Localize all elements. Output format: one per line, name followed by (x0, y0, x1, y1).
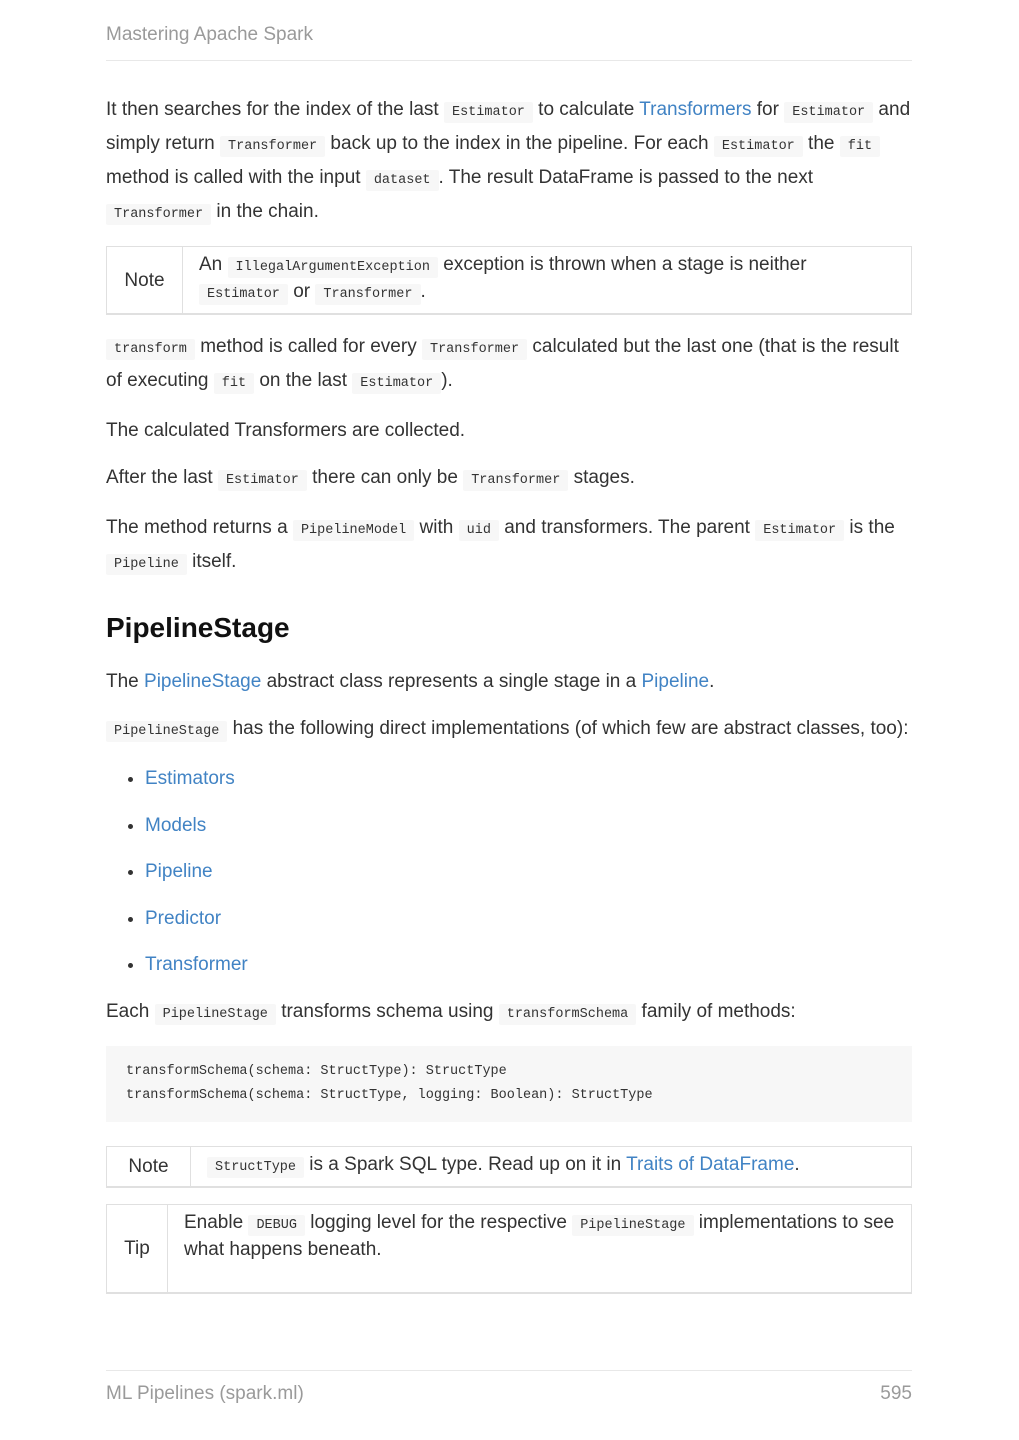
list-item (145, 903, 912, 934)
text: It then searches for the index of the last (106, 99, 444, 120)
inline-code: Transformer (315, 284, 420, 305)
list-item (145, 763, 912, 794)
implementations-list (106, 763, 912, 980)
note-label: Note (107, 247, 183, 313)
inline-code: PipelineModel (293, 520, 414, 541)
link-predictor[interactable]: Predictor (145, 907, 222, 929)
text: has the following direct implementations (of which few are abstract classes, too): (227, 718, 909, 739)
tip-label: Tip (107, 1205, 168, 1292)
inline-code: Transformer (422, 339, 527, 360)
inline-code: Transformer (220, 136, 325, 157)
inline-code: Transformer (106, 204, 211, 225)
text: The calculated Transformers are collected. (106, 420, 466, 441)
inline-code: Estimator (444, 102, 533, 123)
text: and transformers. The parent (498, 517, 756, 538)
list-item (145, 856, 912, 887)
inline-code: Pipeline (106, 554, 187, 575)
paragraph (106, 996, 912, 1030)
link-estimators[interactable]: Estimators (145, 768, 235, 789)
text: transforms schema using (275, 1000, 499, 1022)
link-pipeline[interactable]: Pipeline (145, 861, 213, 882)
text: stages. (568, 467, 635, 488)
text: ). (441, 370, 453, 391)
paragraph (106, 713, 912, 747)
text: method is called with the input (106, 167, 366, 188)
inline-code: uid (459, 520, 499, 541)
text: implementations to see what happens beneath. (184, 1211, 895, 1260)
inline-code: DEBUG (248, 1215, 305, 1236)
inline-code: PipelineStage (106, 721, 227, 742)
inline-code: Estimator (714, 136, 803, 157)
note-box (106, 246, 912, 315)
list-item (145, 810, 912, 841)
text: Each (106, 1000, 155, 1022)
note-body (183, 247, 911, 313)
text: An (199, 254, 228, 275)
text: and simply return (106, 99, 911, 154)
text: is a Spark SQL type. Read up on it in (304, 1153, 627, 1175)
code-line: transformSchema(schema: StructType, logging: Boolean): StructType (126, 1087, 653, 1103)
note-box (106, 1146, 912, 1188)
page-header: Mastering Apache Spark (106, 24, 912, 61)
list-item (145, 949, 912, 980)
text: in the chain. (211, 201, 319, 222)
inline-code: Estimator (755, 520, 844, 541)
page-content (106, 94, 912, 1310)
inline-link[interactable]: PipelineStage (144, 671, 262, 692)
text: . (709, 671, 715, 692)
inline-link[interactable]: Traits of DataFrame (626, 1153, 795, 1175)
paragraph (106, 415, 912, 446)
inline-code: Estimator (784, 102, 873, 123)
text: The (106, 671, 145, 692)
paragraph (106, 666, 912, 697)
link-transformer[interactable]: Transformer (145, 954, 248, 975)
inline-code: transform (106, 339, 195, 360)
text: . (420, 281, 426, 302)
note-label: Note (107, 1147, 191, 1186)
tip-box (106, 1204, 912, 1294)
paragraph (106, 512, 912, 580)
inline-code: PipelineStage (155, 1004, 276, 1025)
text: itself. (186, 551, 237, 572)
text: to calculate (532, 99, 640, 120)
inline-code: fit (214, 373, 254, 394)
code-line: transformSchema(schema: StructType): StructType (126, 1063, 507, 1079)
text: After the last (106, 467, 218, 488)
text: there can only be (306, 467, 464, 488)
tip-body (168, 1205, 911, 1292)
note-body (191, 1147, 816, 1186)
text: calculated but the last one (that is the result of executing (106, 336, 899, 391)
section-heading: PipelineStage (106, 612, 290, 643)
link-models[interactable]: Models (145, 814, 207, 836)
inline-code: PipelineStage (572, 1215, 693, 1236)
text: on the last (254, 370, 353, 391)
text: . The result DataFrame is passed to the next (438, 167, 814, 188)
inline-code: Estimator (352, 373, 441, 394)
code-block (106, 1046, 912, 1122)
paragraph (106, 331, 912, 399)
inline-code: dataset (366, 170, 439, 191)
text: method is called for every (194, 336, 422, 357)
inline-link[interactable]: Transformers (639, 99, 752, 120)
footer-chapter: ML Pipelines (spark.ml) (106, 1383, 304, 1404)
text: back up to the index in the pipeline. For each (325, 133, 714, 154)
inline-code: Estimator (218, 470, 307, 491)
text: . (794, 1153, 800, 1175)
text: logging level for the respective (304, 1211, 573, 1233)
paragraph (106, 462, 912, 496)
text: abstract class represents a single stage in a (261, 671, 642, 692)
text: exception is thrown when a stage is neither (437, 254, 807, 275)
text: The method returns a (106, 517, 293, 538)
page-number: 595 (880, 1383, 912, 1404)
page-footer (106, 1370, 912, 1405)
inline-code: fit (840, 136, 880, 157)
text: for (751, 99, 785, 120)
text: is the (844, 517, 895, 538)
text: the (802, 133, 840, 154)
inline-link[interactable]: Pipeline (641, 671, 710, 692)
inline-code: Estimator (199, 284, 288, 305)
inline-code: transformSchema (499, 1004, 637, 1025)
text: with (414, 517, 459, 538)
text: Enable (184, 1211, 249, 1233)
paragraph (106, 94, 912, 230)
inline-code: StructType (207, 1157, 304, 1178)
inline-code: Transformer (463, 470, 568, 491)
text: or (287, 281, 316, 302)
inline-code: IllegalArgumentException (228, 257, 438, 278)
text: family of methods: (636, 1000, 796, 1022)
